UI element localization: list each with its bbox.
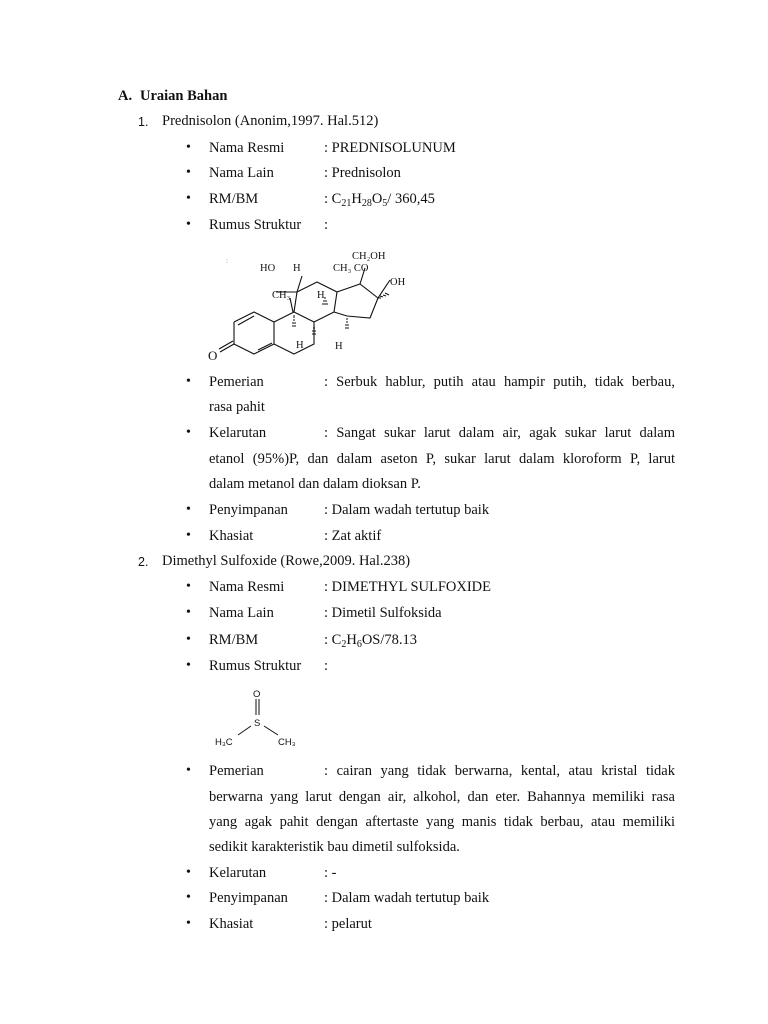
ch2oh-label: CH₂OH	[352, 251, 386, 262]
bullet-icon: •	[186, 890, 191, 905]
bullet-icon: •	[186, 632, 191, 647]
kelarutan-label: Kelarutan	[209, 865, 267, 881]
nama-lain-label: Nama Lain	[209, 165, 274, 181]
rmbm-label: RM/BM	[209, 191, 259, 207]
h-label: H	[317, 290, 325, 301]
bullet-icon: •	[186, 217, 191, 232]
item-heading: Prednisolon (Anonim,1997. Hal.512)	[162, 113, 379, 129]
dmso-structure	[210, 688, 310, 758]
nama-resmi-value: : DIMETHYL SULFOXIDE	[324, 579, 492, 595]
item-heading: Dimethyl Sulfoxide (Rowe,2009. Hal.238)	[162, 553, 411, 569]
bullet-icon: •	[186, 191, 191, 206]
pemerian-line: sedikit karakteristik bau dimetil sulfoksida.	[209, 839, 460, 855]
penyimpanan-label: Penyimpanan	[209, 890, 288, 906]
pemerian-line: yang agak pahit dengan aftertaste yang manis tidak berbau, atau memiliki	[209, 814, 675, 830]
nama-resmi-value: : PREDNISOLUNUM	[324, 140, 456, 156]
bullet-icon: •	[186, 165, 191, 180]
oh-label: OH	[390, 277, 406, 288]
khasiat-value: : pelarut	[324, 916, 372, 932]
nama-resmi-label: Nama Resmi	[209, 140, 285, 156]
section-title: Uraian Bahan	[140, 88, 228, 104]
bullet-icon: •	[186, 502, 191, 517]
rumus-label: Rumus Struktur	[209, 217, 302, 233]
ch3-label: CH₃	[278, 737, 296, 748]
bullet-icon: •	[186, 425, 191, 440]
ch3-label: CH₃	[272, 290, 291, 301]
prednisolone-structure	[200, 246, 430, 376]
kelarutan-line: dalam metanol dan dalam dioksan P.	[209, 476, 421, 492]
kelarutan-line: : Sangat sukar larut dalam air, agak sukar larut dalam	[324, 425, 675, 441]
kelarutan-line: etanol (95%)P, dan dalam aseton P, sukar larut dalam kloroform P, larut	[209, 451, 675, 467]
penyimpanan-label: Penyimpanan	[209, 502, 288, 518]
bullet-icon: •	[186, 865, 191, 880]
oxygen-label: O	[208, 348, 218, 363]
ho-label: HO	[260, 263, 276, 274]
pemerian-line: : cairan yang tidak berwarna, kental, atau kristal tidak	[324, 763, 675, 779]
pemerian-label: Pemerian	[209, 374, 264, 390]
pemerian-label: Pemerian	[209, 763, 264, 779]
khasiat-label: Khasiat	[209, 528, 254, 544]
oxygen-label: O	[253, 689, 261, 700]
pemerian-line: berwarna yang larut dengan air, alkohol, dan eter. Bahannya memiliki rasa	[209, 789, 675, 805]
rumus-colon: :	[324, 217, 329, 233]
bullet-icon: •	[186, 140, 191, 155]
bullet-icon: •	[186, 579, 191, 594]
penyimpanan-value: : Dalam wadah tertutup baik	[324, 502, 490, 518]
rmbm-label: RM/BM	[209, 632, 259, 648]
rumus-label: Rumus Struktur	[209, 658, 302, 674]
h-label: H	[335, 341, 343, 352]
pemerian-line: rasa pahit	[209, 399, 265, 415]
ch3-co-label: CH₃ CO	[333, 263, 369, 274]
bullet-icon: •	[186, 763, 191, 778]
penyimpanan-value: : Dalam wadah tertutup baik	[324, 890, 490, 906]
item-number: 1.	[138, 115, 149, 129]
nama-lain-value: : Prednisolon	[324, 165, 401, 181]
kelarutan-value: : -	[324, 865, 337, 881]
rmbm-value: : $C_2H_6OS/78.13$	[324, 632, 418, 650]
bullet-icon: •	[186, 658, 191, 673]
h-label: H	[296, 340, 304, 351]
stray-dot: :	[226, 257, 228, 265]
section-letter: A.	[118, 88, 133, 104]
bullet-icon: •	[186, 374, 191, 389]
h3c-label: H₃C	[215, 737, 233, 748]
item-number: 2.	[138, 555, 149, 569]
bullet-icon: •	[186, 528, 191, 543]
rmbm-value: : $C_{21}H_{28}O_5/$ 360,45	[324, 191, 435, 209]
khasiat-label: Khasiat	[209, 916, 254, 932]
bullet-icon: •	[186, 916, 191, 931]
pemerian-line: : Serbuk hablur, putih atau hampir putih, tidak berbau,	[324, 374, 675, 390]
rumus-colon: :	[324, 658, 329, 674]
bullet-icon: •	[186, 605, 191, 620]
nama-lain-value: : Dimetil Sulfoksida	[324, 605, 442, 621]
h-label: H	[293, 263, 301, 274]
khasiat-value: : Zat aktif	[324, 528, 382, 544]
nama-lain-label: Nama Lain	[209, 605, 274, 621]
sulfur-label: S	[254, 718, 261, 729]
kelarutan-label: Kelarutan	[209, 425, 267, 441]
nama-resmi-label: Nama Resmi	[209, 579, 285, 595]
